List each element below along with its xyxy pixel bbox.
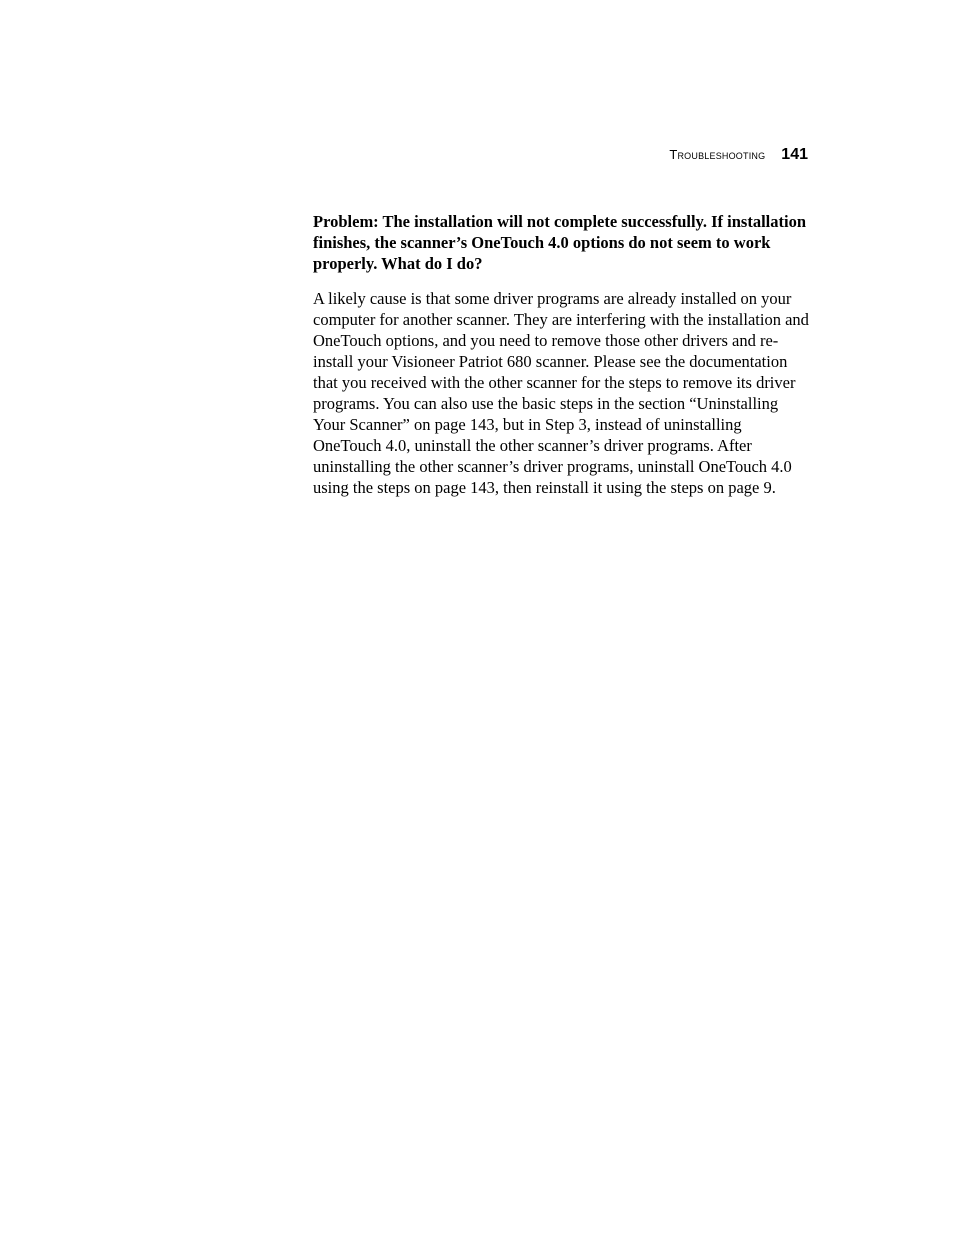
page-number: 141 xyxy=(781,146,808,163)
answer-paragraph: A likely cause is that some driver programs are already installed on your computer for another scanner. They are interfering with the installation and OneTouch options, and you need to remove those other drivers and re-install your Visioneer Patriot 680 scanner. Please see the documentation that you received with the other scanner for the steps to remove its driver programs. You can also use the basic steps in the section “Uninstalling Your Scanner” on page 143, but in Step 3, instead of uninstalling OneTouch 4.0, uninstall the other scanner’s driver programs. After uninstalling the other scanner’s driver programs, uninstall OneTouch 4.0 using the steps on page 143, then reinstall it using the steps on page 9. xyxy=(313,289,809,497)
page-content xyxy=(313,211,809,498)
running-header xyxy=(669,146,808,164)
problem-heading: Problem: The installation will not complete successfully. If installation finishes, the scanner’s OneTouch 4.0 options do not seem to work properly. What do I do? xyxy=(313,212,807,273)
section-name: Troubleshooting xyxy=(669,147,766,162)
